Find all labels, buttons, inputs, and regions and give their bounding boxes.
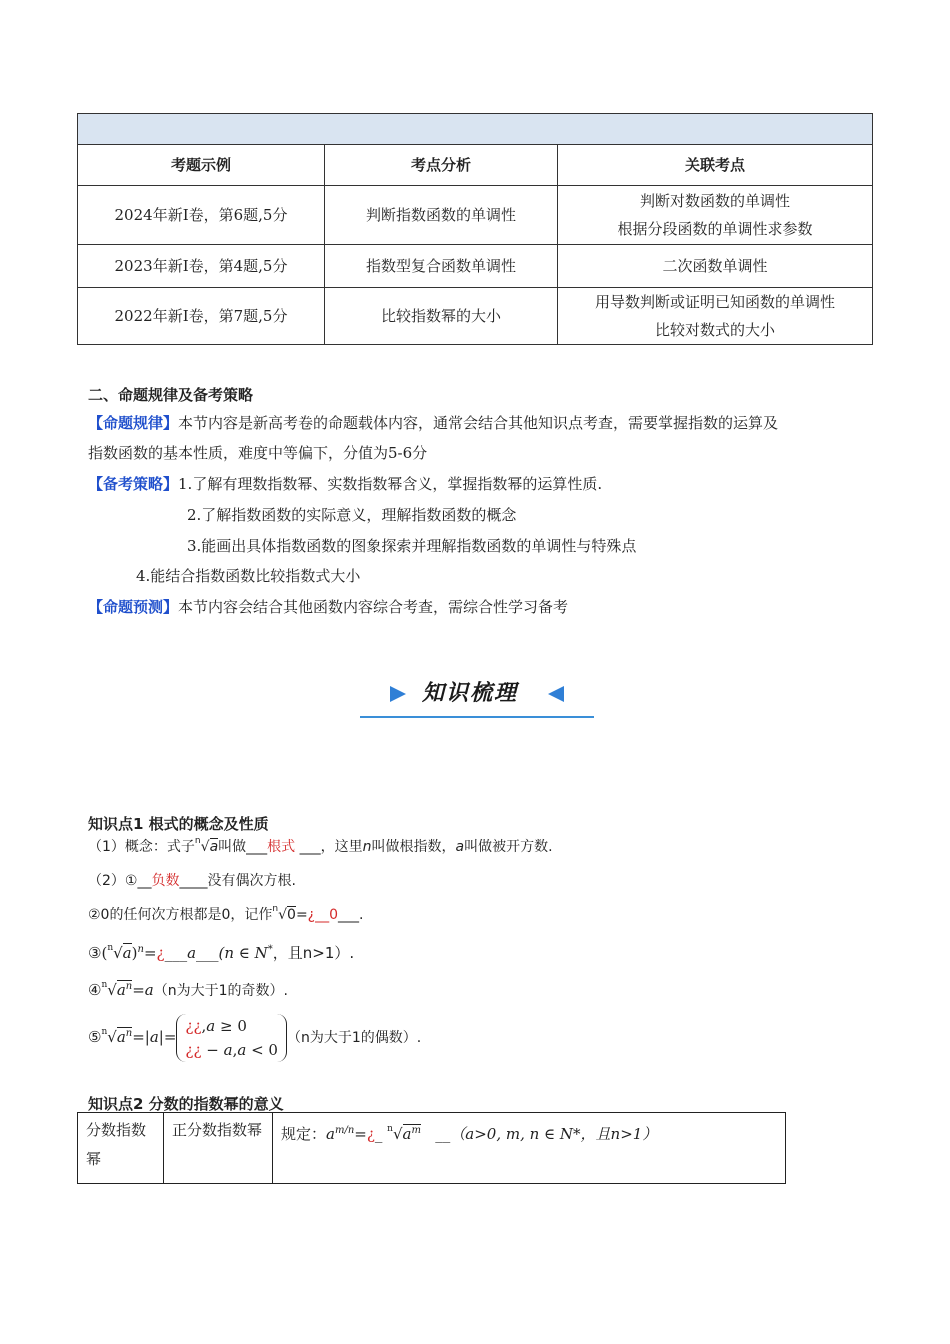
kp1-line-6: $⑤^n√a^n=|a|=¿¿,a \ge 0$ ¿¿ − a,a < 0（n为大于1的偶数）. [88,1014,421,1062]
rule-tag: 【命题规律】 [88,414,179,432]
root-expression: $^n$√a [194,836,219,855]
row-analysis: 比较指数幂的大小 [325,288,558,345]
table-header-row [78,145,873,186]
section-title: 二、命题规律及备考策略 [88,386,254,404]
banner-underline [360,716,594,718]
row-related [558,245,873,288]
text: ___. [338,907,364,923]
banner-title: 知识梳理 [422,681,519,706]
strategy-tag: 【备考策略】 [88,475,179,493]
text: ③ [88,944,102,962]
knowledge-banner [360,676,594,718]
table-row [78,288,873,345]
strategy-line-1 [88,469,602,499]
related-item: 用导数判断或证明已知函数的单调性 [594,293,835,311]
kp2-title: 知识点2 分数的指数幂的意义 [88,1095,284,1113]
triangle-right-icon [390,686,406,702]
row-example: 2024年新I卷，第6题,5分 [78,186,325,245]
table-row [78,245,873,288]
table-row [78,186,873,245]
related-item: 根据分段函数的单调性求参数 [617,220,813,238]
kp1-line-4: $③(^n√a)^n=¿\_\_\_a\_\_\_(n$ ∈ N*，且n>1）. [88,943,355,962]
related-item: 二次函数单调性 [662,257,768,275]
table-banner-row [78,114,873,145]
rule-text-1: 本节内容是新高考卷的命题载体内容，通常会结合其他知识点考查，需要掌握指数的运算及 [178,414,779,432]
predict-tag: 【命题预测】 [88,598,179,616]
answer-text: 根式 [267,839,296,855]
row-analysis: 指数型复合函数单调性 [325,245,558,288]
header-related: 关联考点 [558,145,873,186]
text: （2）①__ [88,873,152,889]
fraction-table [77,1112,786,1184]
rule-paragraph [88,408,878,438]
text: ____没有偶次方根. [179,873,296,889]
kp1-line-1: （1）概念：式子$^n$√a叫做___根式 ___，这里n叫做根指数，a叫做被开方数. [88,832,553,864]
exam-table [77,113,873,345]
text: （n为大于1的偶数）. [286,1030,422,1046]
cell-definition: 规定：$a^{m/n}=¿\_$ $^n√a^m$ __（a>0, m, n ∈ N*，且n>1） [273,1113,786,1184]
text: ___，这里 [295,839,363,855]
text: 叫做被开方数. [464,839,553,855]
related-item: 比较对数式的大小 [654,321,775,339]
kp1-title: 知识点1 根式的概念及性质 [88,815,269,833]
answer-text: 0 [329,907,339,923]
kp1-line-2 [88,866,296,896]
related-item: 判断对数函数的单调性 [639,192,790,210]
table-row [78,1113,786,1184]
header-analysis: 考点分析 [325,145,558,186]
triangle-left-icon [548,686,564,702]
answer-text: 负数 [151,873,180,889]
text: ④ [88,981,102,999]
strategy-item: 4.能结合指数函数比较指数式大小 [136,567,361,585]
row-example: 2023年新I卷，第4题,5分 [78,245,325,288]
kp1-line-3: ②0的任何次方根都是0，记作$^n$√0=¿__0___. [88,904,364,923]
row-analysis: 判断指数函数的单调性 [325,186,558,245]
definition-label: 规定： [281,1125,327,1143]
rule-text-2: 指数函数的基本性质，难度中等偏下，分值为5-6分 [88,444,428,462]
definition-condition: （a>0, m, n ∈ N*，且n>1） [450,1125,658,1143]
text: ，且n>1）. [272,944,355,962]
cell-fraction-power: 分数指数幂 [78,1113,164,1184]
text: 叫做___ [218,839,268,855]
text: (n ∈ N [218,944,268,962]
text: （1）概念：式子 [88,839,195,855]
kp1-line-5: $④^n√a^n=a(n$为大于1的奇数）. [88,980,288,999]
text: （n为大于1的奇数）. [153,983,288,999]
cell-positive-fraction: 正分数指数幂 [164,1113,273,1184]
piecewise-brace: ¿¿,a ≥ 0 ¿¿ − a,a < 0 [176,1014,287,1062]
strategy-item: 2.了解指数函数的实际意义，理解指数函数的概念 [187,506,517,524]
header-example: 考题示例 [78,145,325,186]
predict-text: 本节内容会结合其他函数内容综合考查，需综合性学习备考 [178,598,569,616]
text: 叫做根指数， [371,839,456,855]
text: ⑤ [88,1028,102,1046]
text: ②0的任何次方根都是0，记作 [88,907,273,923]
row-example: 2022年新I卷，第7题,5分 [78,288,325,345]
strategy-item: 1.了解有理数指数幂、实数指数幂含义，掌握指数幂的运算性质. [178,475,603,493]
row-related [558,186,873,245]
strategy-item: 3.能画出具体指数函数的图象探索并理解指数函数的单调性与特殊点 [187,537,637,555]
row-related [558,288,873,345]
predict-line [88,592,568,622]
